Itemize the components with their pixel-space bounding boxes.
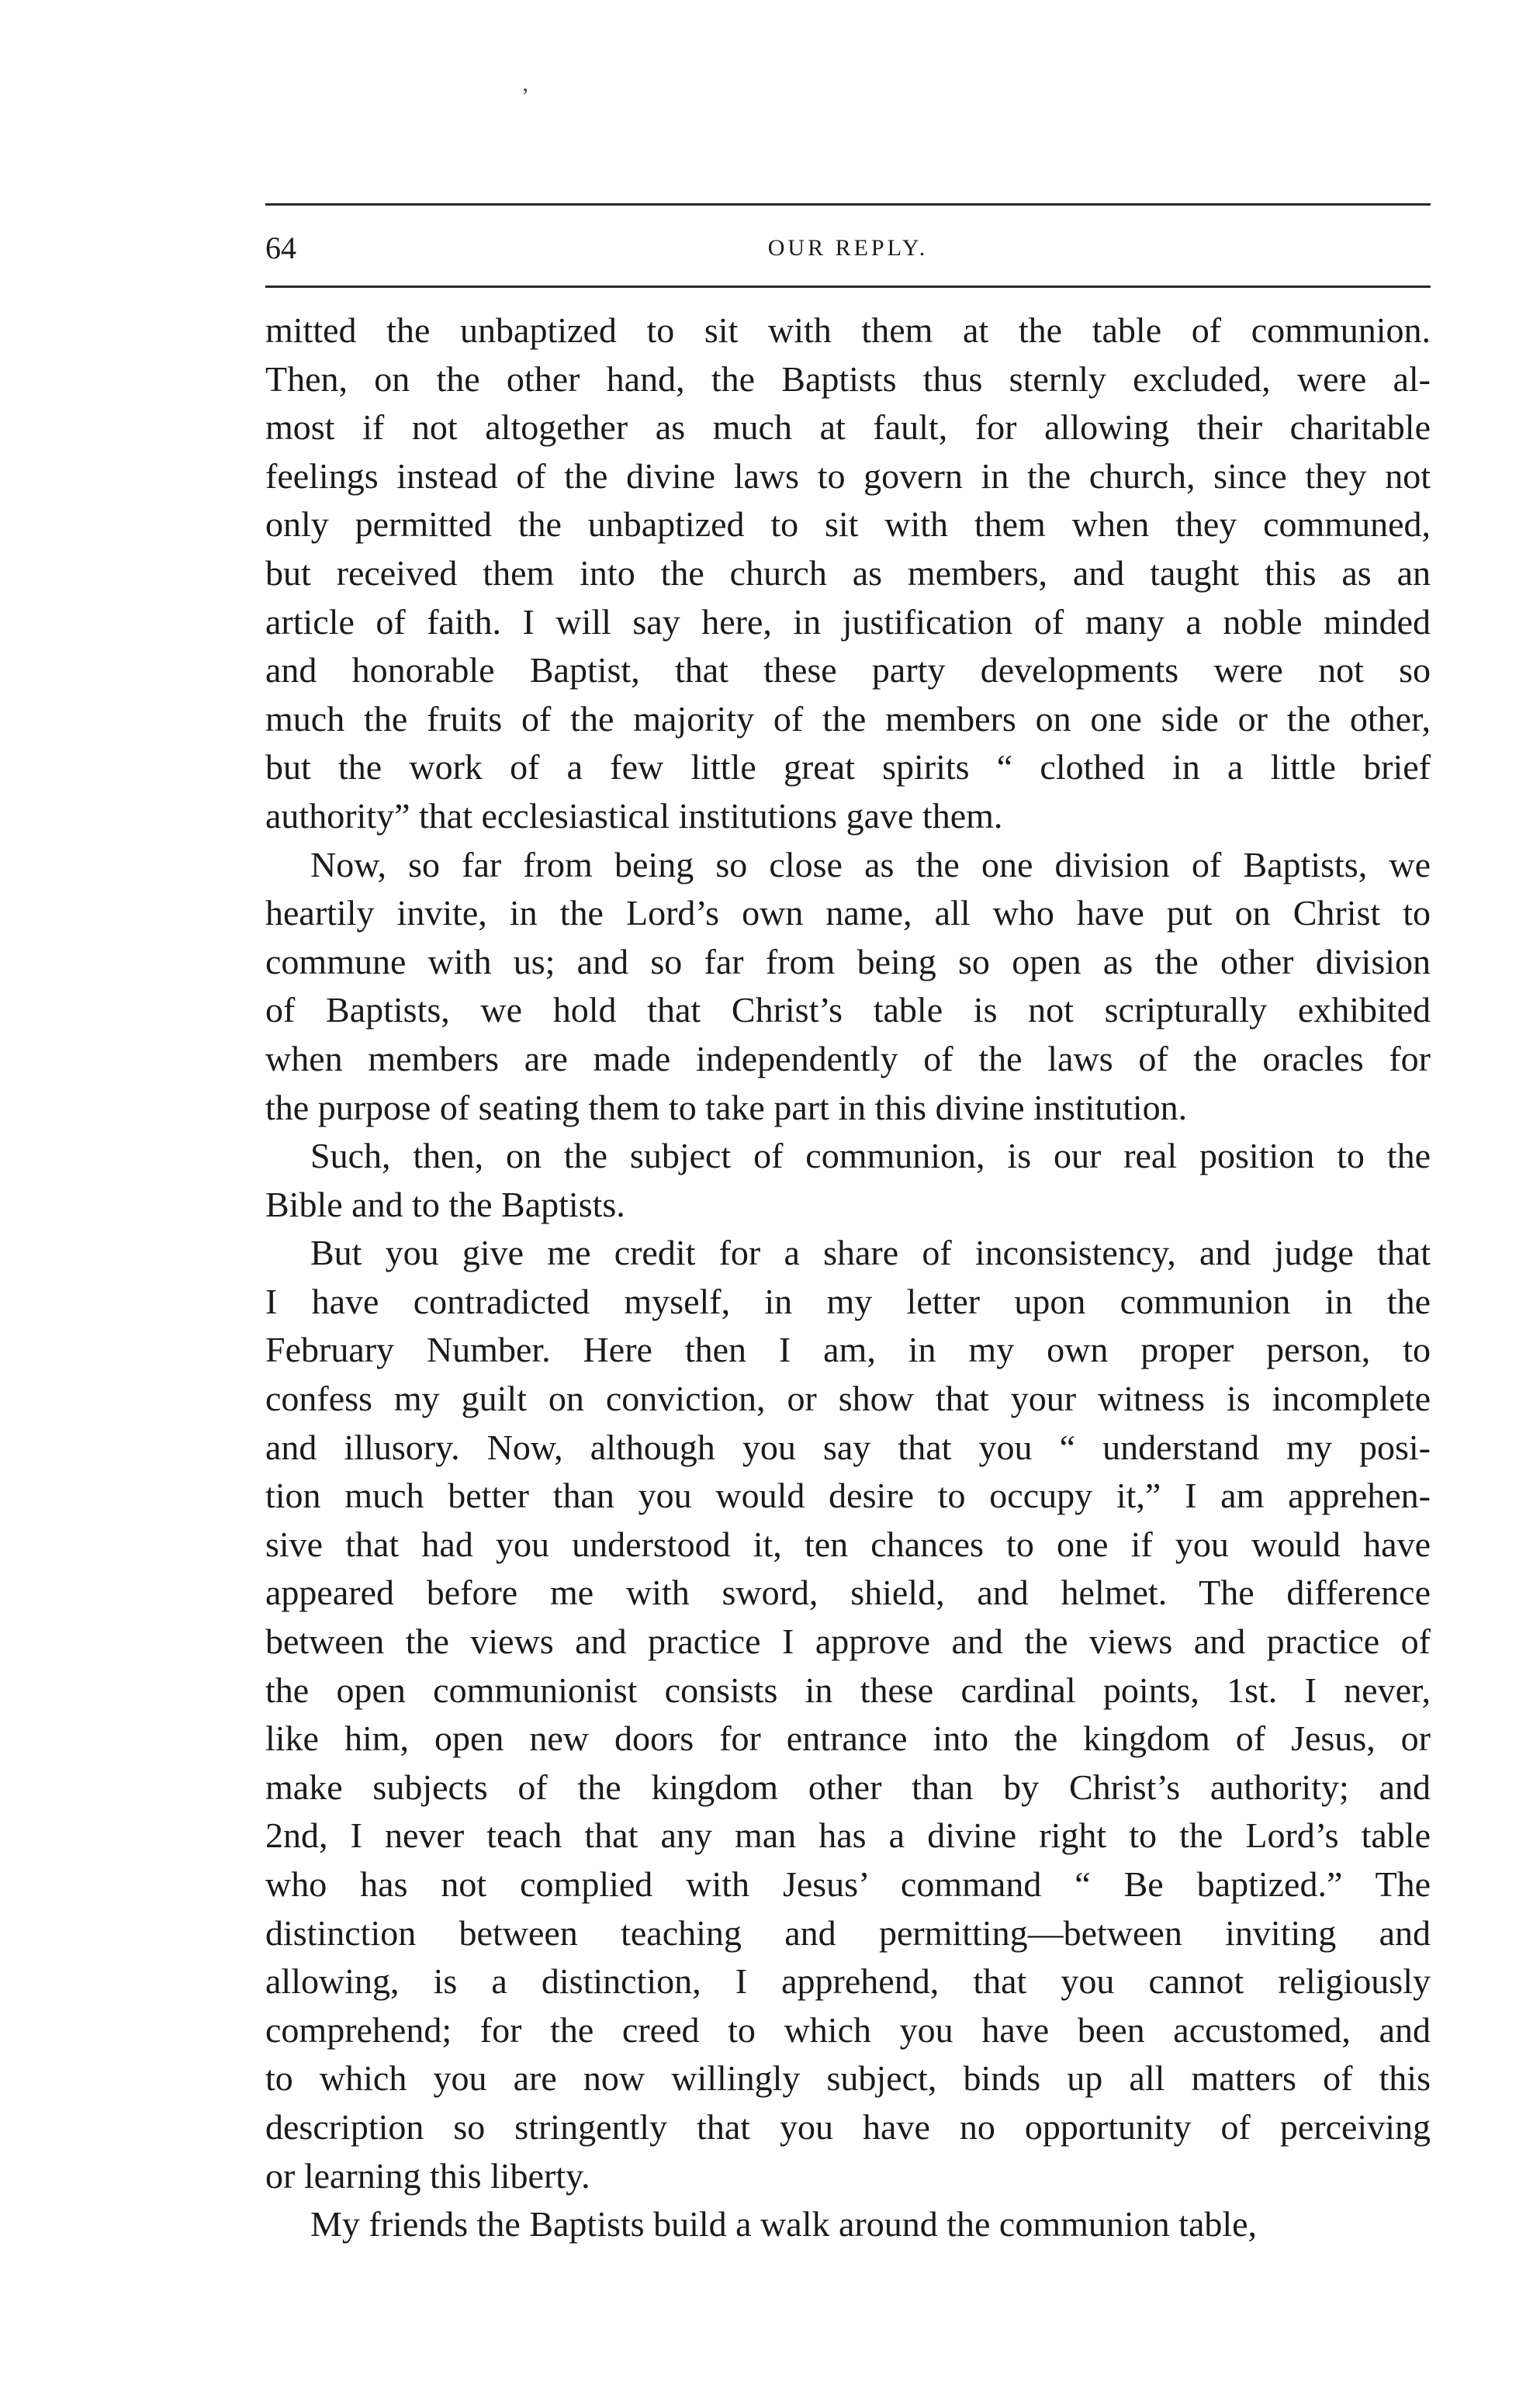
text-line: article of faith. I will say here, in justification of many a noble minded xyxy=(265,601,1431,642)
text-line: Then, on the other hand, the Baptists thus sternly excluded, were al- xyxy=(265,358,1431,399)
margin-mark: ʼ xyxy=(521,84,529,109)
text-line: allowing, is a distinction, I apprehend, that you cannot religiously xyxy=(265,1961,1431,2002)
text-line: appeared before me with sword, shield, and helmet. The difference xyxy=(265,1573,1431,1613)
text-line: but the work of a few little great spirits “ clothed in a little brief xyxy=(265,747,1431,787)
running-head: OUR REPLY. xyxy=(767,235,929,261)
text-line: much the fruits of the majority of the members on one side or the other, xyxy=(265,698,1431,739)
text-line: heartily invite, in the Lord’s own name, all who have put on Christ to xyxy=(265,893,1431,933)
text-line: to which you are now willingly subject, binds up all matters of this xyxy=(265,2058,1431,2099)
text-line: most if not altogether as much at fault, for allowing their charitable xyxy=(265,407,1431,448)
text-line: of Baptists, we hold that Christ’s table is not scripturally exhibited xyxy=(265,990,1431,1030)
text-line: Such, then, on the subject of communion, is our real position to the xyxy=(310,1136,1431,1176)
paragraph xyxy=(265,306,1431,841)
paragraph xyxy=(265,1132,1431,1229)
text-line: make subjects of the kingdom other than by Christ’s authority; and xyxy=(265,1767,1431,1807)
text-line: February Number. Here then I am, in my own proper person, to xyxy=(265,1330,1431,1370)
text-line: Now, so far from being so close as the one division of Baptists, we xyxy=(310,844,1431,884)
text-line: when members are made independently of the laws of the oracles for xyxy=(265,1038,1431,1078)
text-line: authority” that ecclesiastical institutions gave them. xyxy=(265,795,1003,836)
text-line: I have contradicted myself, in my letter upon communion in the xyxy=(265,1281,1431,1321)
text-line: only permitted the unbaptized to sit with them when they communed, xyxy=(265,504,1431,545)
text-line: and honorable Baptist, that these party developments were not so xyxy=(265,650,1431,690)
text-line: and illusory. Now, although you say that you “ understand my posi- xyxy=(265,1427,1431,1467)
text-line: confess my guilt on conviction, or show that your witness is incomplete xyxy=(265,1379,1431,1419)
text-line: the purpose of seating them to take part in this divine institution. xyxy=(265,1087,1188,1127)
text-line: feelings instead of the divine laws to govern in the church, since they not xyxy=(265,455,1431,496)
text-line: But you give me credit for a share of inconsistency, and judge that xyxy=(310,1233,1431,1273)
paragraph xyxy=(265,2200,1431,2249)
body-text xyxy=(265,306,1431,2249)
text-line: between the views and practice I approve and the views and practice of xyxy=(265,1621,1431,1662)
text-line: mitted the unbaptized to sit with them at the table of communion. xyxy=(265,310,1431,350)
paragraph xyxy=(265,841,1431,1133)
page-number: 64 xyxy=(265,230,296,265)
text-line: Bible and to the Baptists. xyxy=(265,1184,625,1224)
text-line: comprehend; for the creed to which you have been accustomed, and xyxy=(265,2009,1431,2050)
text-line: the open communionist consists in these cardinal points, 1st. I never, xyxy=(265,1670,1431,1710)
header-rule-bottom xyxy=(265,286,1431,288)
text-line: tion much better than you would desire to occupy it,” I am apprehen- xyxy=(265,1476,1431,1516)
text-line: My friends the Baptists build a walk around the communion table, xyxy=(310,2204,1258,2244)
text-line: but received them into the church as members, and taught this as an xyxy=(265,552,1431,593)
paragraph xyxy=(265,1229,1431,2200)
text-line: description so stringently that you have no opportunity of perceiving xyxy=(265,2106,1431,2147)
text-line: 2nd, I never teach that any man has a divine right to the Lord’s table xyxy=(265,1815,1431,1856)
text-line: commune with us; and so far from being so open as the other division xyxy=(265,941,1431,981)
text-line: like him, open new doors for entrance into the kingdom of Jesus, or xyxy=(265,1718,1431,1759)
header-rule-top xyxy=(265,203,1431,206)
text-line: who has not complied with Jesus’ command “ Be baptized.” The xyxy=(265,1864,1431,1904)
text-line: or learning this liberty. xyxy=(265,2155,590,2196)
text-line: sive that had you understood it, ten chances to one if you would have xyxy=(265,1524,1431,1564)
page-header xyxy=(265,225,1431,272)
text-line: distinction between teaching and permitting—between inviting and xyxy=(265,1912,1431,1953)
